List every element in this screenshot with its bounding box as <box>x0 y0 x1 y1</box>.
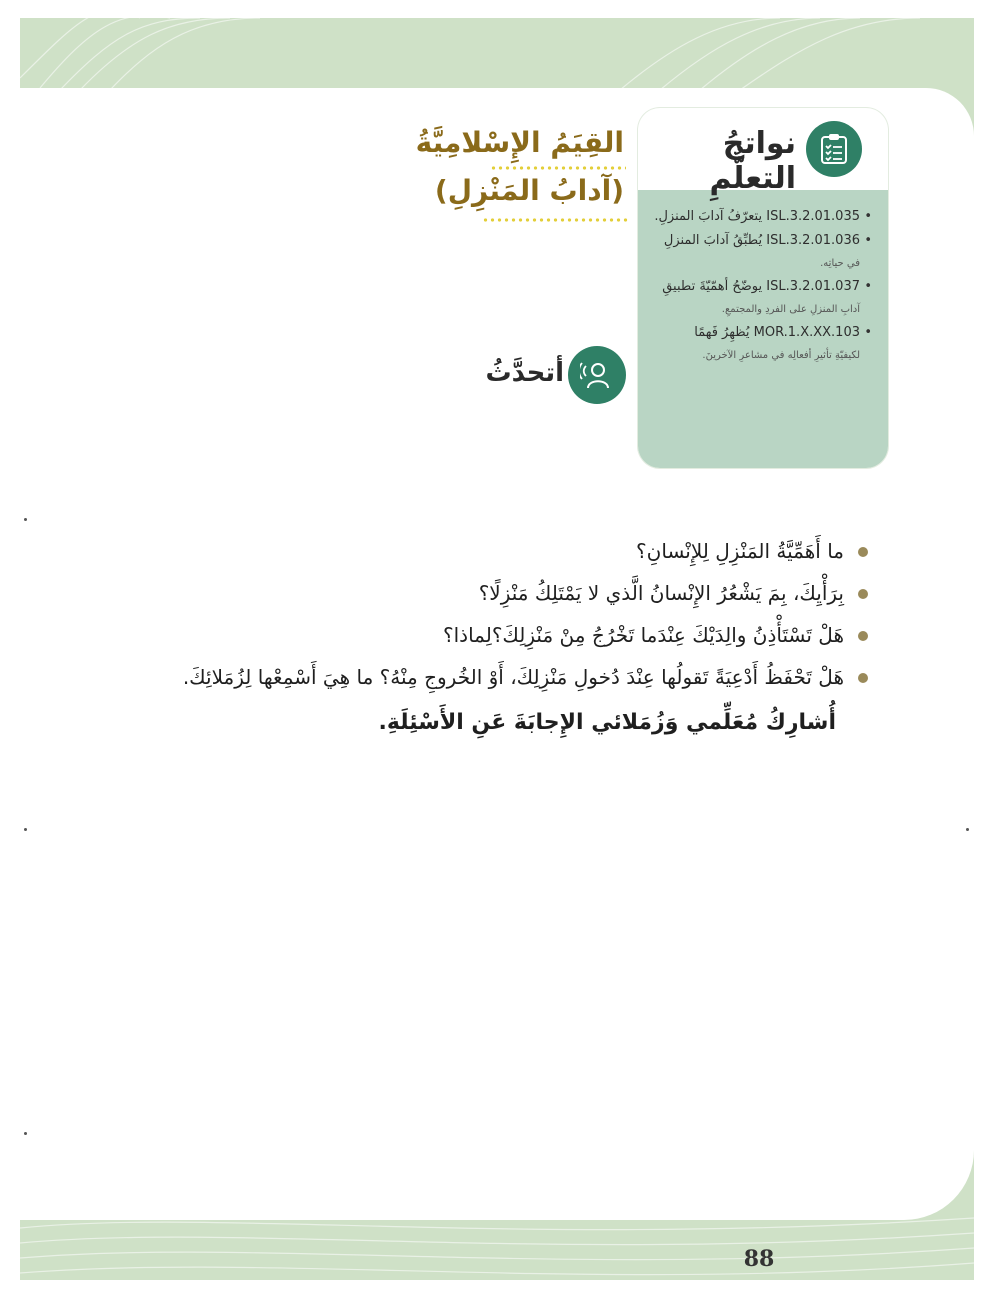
outcome-code: MOR.1.X.XX.103 <box>753 325 860 340</box>
outcome-code: ISL.3.2.01.036 <box>766 233 860 248</box>
learning-outcomes-title: نواتجُ التعلُّمِ <box>709 126 796 196</box>
discussion-questions <box>170 530 870 698</box>
outcome-code: ISL.3.2.01.035 <box>766 209 860 224</box>
scan-mark <box>24 518 27 521</box>
scan-mark <box>966 828 969 831</box>
outcome-item <box>642 205 872 229</box>
speak-section-label: أتحدَّثُ <box>485 358 564 388</box>
question-item: هَلْ تَحْفَظُ أَدْعِيَةً تَقولُها عِنْدَ دُخولِ مَنْزِلِكَ، أَوْ الخُروجِ مِنْهُ؟ ما هِيَ أَسْمِعْها لِزُمَلائِكَ. <box>170 656 870 698</box>
outcome-text: يُطبِّقُ آدابَ المنزلِ <box>663 233 763 248</box>
outcome-item <box>642 321 872 367</box>
page-number: 88 <box>743 1246 775 1272</box>
outcome-text: يوضّحُ أهمّيّةَ تطبيقِ <box>662 279 763 294</box>
learning-outcomes-list <box>642 205 872 367</box>
outcome-item <box>642 229 872 275</box>
outcome-item <box>642 275 872 321</box>
outcome-text: يتعرّفُ آدابَ المنزلِ. <box>654 209 763 224</box>
instruction-text: أُشارِكُ مُعَلِّمي وَزُمَلائي الإِجابَةَ عَنِ الأَسْئِلَةِ. <box>378 710 836 735</box>
outcome-code: ISL.3.2.01.037 <box>766 279 860 294</box>
outcome-text: يُظهِرُ فَهمًا <box>694 325 750 340</box>
question-item: هَلْ تَسْتَأْذِنُ والِدَيْكَ عِنْدَما تَخْرُجُ مِنْ مَنْزِلِكَ؟لِماذا؟ <box>170 614 870 656</box>
outcome-text-continued: في حياتِه. <box>820 258 860 269</box>
scan-mark <box>24 828 27 831</box>
outcome-text-continued: آدابِ المنزلِ على الفردِ والمجتمعِ. <box>721 304 860 315</box>
lesson-title: (آدابُ المَنْزِلِ) <box>434 174 624 207</box>
dotted-underline <box>490 166 626 170</box>
clipboard-checklist-icon <box>806 121 862 177</box>
subject-title: القِيَمُ الإِسْلامِيَّةُ <box>415 126 624 159</box>
dotted-underline <box>482 218 628 222</box>
question-item: ما أَهَمِّيَّةُ المَنْزِلِ لِلإِنْسانِ؟ <box>170 530 870 572</box>
question-item: بِرَأْيِكَ، بِمَ يَشْعُرُ الإِنْسانُ الَّذي لا يَمْتَلِكُ مَنْزِلًا؟ <box>170 572 870 614</box>
person-speaking-icon <box>568 346 626 404</box>
outcome-text-continued: لكيفيّةِ تأثيرِ أفعالِه في مشاعرِ الآخرينَ. <box>702 350 860 361</box>
scan-mark <box>24 1132 27 1135</box>
